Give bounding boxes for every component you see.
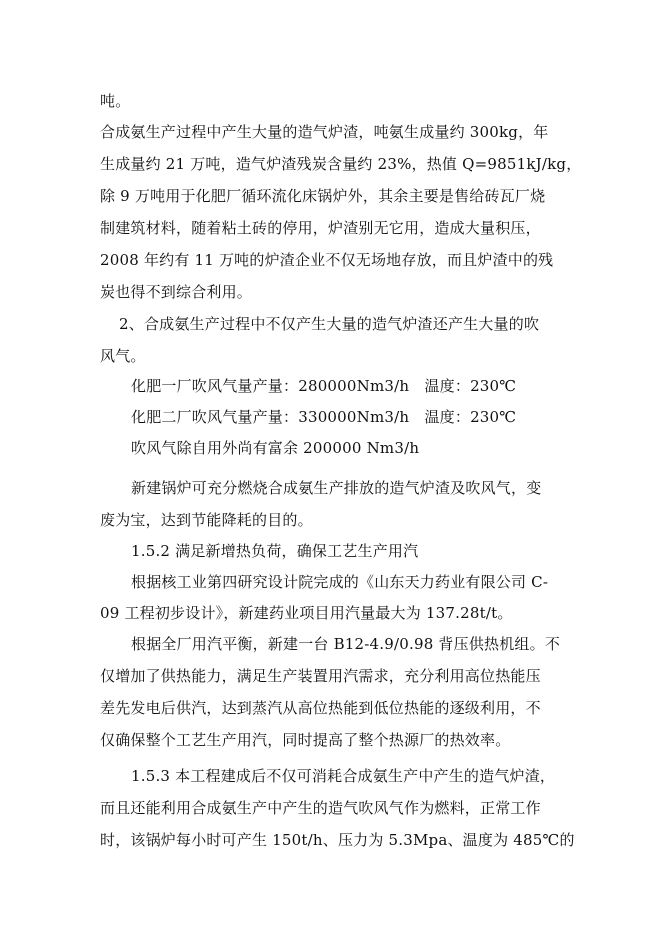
text-line: 吨。 <box>100 92 131 110</box>
text-line: 化肥一厂吹风气量产量：280000Nm3/h 温度：230℃ <box>131 377 517 395</box>
text-line: 化肥二厂吹风气量产量：330000Nm3/h 温度：230℃ <box>131 408 517 426</box>
text-line: 2、合成氨生产过程中不仅产生大量的造气炉渣还产生大量的吹 <box>119 315 540 333</box>
text-line: 生成量约 21 万吨，造气炉渣残炭含量约 23%，热值 Q=9851kJ/kg， <box>100 155 582 173</box>
text-line: 炭也得不到综合利用。 <box>100 283 253 301</box>
text-line: 风气。 <box>100 347 146 365</box>
text-line: 时，该锅炉每小时可产生 150t/h、压力为 5.3Mpa、温度为 485℃的 <box>100 831 575 849</box>
text-line: 仅增加了供热能力，满足生产装置用汽需求，充分利用高位热能压 <box>100 667 541 685</box>
text-line: 09 工程初步设计》，新建药业项目用汽量最大为 137.28t/t。 <box>100 604 513 622</box>
text-line: 而且还能利用合成氨生产中产生的造气吹风气作为燃料，正常工作 <box>100 799 541 817</box>
text-line: 合成氨生产过程中产生大量的造气炉渣，吨氨生成量约 300kg，年 <box>100 123 549 141</box>
text-line: 根据全厂用汽平衡，新建一台 B12-4.9/0.98 背压供热机组。不 <box>131 635 561 653</box>
section-heading: 1.5.2 满足新增热负荷，确保工艺生产用汽 <box>131 542 419 560</box>
text-line: 吹风气除自用外尚有富余 200000 Nm3/h <box>131 439 420 457</box>
text-line: 制建筑材料，随着粘土砖的停用，炉渣别无它用，造成大量积压， <box>100 219 541 237</box>
text-line: 2008 年约有 11 万吨的炉渣企业不仅无场地存放，而且炉渣中的残 <box>100 251 554 269</box>
text-line: 1.5.3 本工程建成后不仅可消耗合成氨生产中产生的造气炉渣， <box>131 767 556 785</box>
text-line: 仅确保整个工艺生产用汽，同时提高了整个热源厂的热效率。 <box>100 731 511 749</box>
text-line: 差先发电后供汽，达到蒸汽从高位热能到低位热能的逐级利用，不 <box>100 699 541 717</box>
text-line: 废为宝，达到节能降耗的目的。 <box>100 511 313 529</box>
text-line: 除 9 万吨用于化肥厂循环流化床锅炉外，其余主要是售给砖瓦厂烧 <box>100 187 546 205</box>
text-line: 根据核工业第四研究设计院完成的《山东天力药业有限公司 C- <box>131 573 549 591</box>
text-line: 新建锅炉可充分燃烧合成氨生产排放的造气炉渣及吹风气，变 <box>131 479 542 497</box>
